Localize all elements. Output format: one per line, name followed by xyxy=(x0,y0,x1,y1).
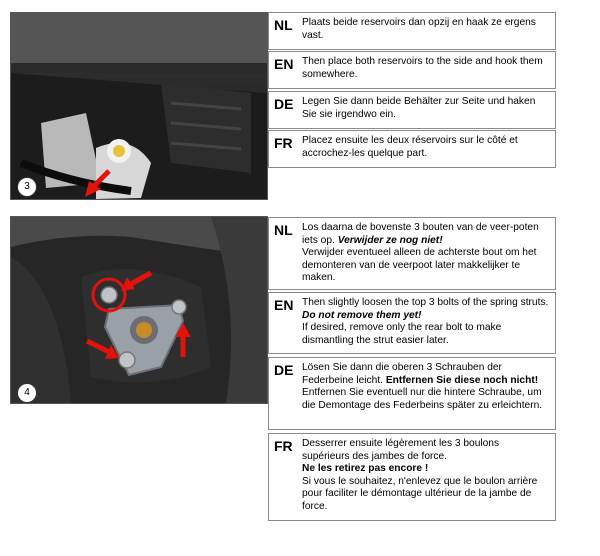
instruction-text-note: If desired, remove only the rear bolt to make dismantling the strut easier later. xyxy=(302,322,502,346)
instruction-text: Plaats beide reservoirs dan opzij en haak ze ergens vast. xyxy=(302,17,536,41)
instruction-text xyxy=(302,438,549,514)
instruction-text-main: Lösen Sie dann die oberen 3 Schrauben der Federbeine leicht. xyxy=(302,362,502,386)
instruction-en xyxy=(268,51,556,89)
language-code: EN xyxy=(274,56,294,72)
instruction-text-main: Los daarna de bovenste 3 bouten van de veer-poten iets op. xyxy=(302,222,539,246)
instruction-de xyxy=(268,91,556,129)
instruction-text-note: Entfernen Sie eventuell nur die hintere Schraube, um die Demontage des Federbeins später zu erleichtern. xyxy=(302,387,543,411)
warning-text: Ne les retirez pas encore ! xyxy=(302,463,429,475)
language-code: NL xyxy=(274,222,293,238)
warning-text: Entfernen Sie diese noch nicht! xyxy=(385,374,539,386)
instruction-text-note: Verwijder eventueel alleen de achterste bout om het demonteren van de veerpoot later makkelijker te maken. xyxy=(302,247,537,284)
instruction-fr xyxy=(268,433,556,521)
language-code: DE xyxy=(274,96,294,112)
instruction-text xyxy=(302,362,549,412)
instruction-nl xyxy=(268,12,556,50)
instruction-de xyxy=(268,357,556,430)
language-code: FR xyxy=(274,135,293,151)
instruction-text: Legen Sie dann beide Behälter zur Seite und haken Sie sie irgendwo ein. xyxy=(302,96,536,120)
step-3-photo xyxy=(10,12,268,200)
warning-text: Do not remove them yet! xyxy=(302,309,422,321)
instruction-nl xyxy=(268,217,556,290)
instruction-text: Then place both reservoirs to the side and hook them somewhere. xyxy=(302,56,543,80)
instruction-text xyxy=(302,297,549,347)
step-number-badge: 3 xyxy=(17,177,37,197)
language-code: EN xyxy=(274,297,294,313)
language-code: DE xyxy=(274,362,294,378)
step-4-photo xyxy=(10,216,268,404)
instruction-text: Placez ensuite les deux réservoirs sur le côté et accrochez-les quelque part. xyxy=(302,135,518,159)
instruction-text xyxy=(302,222,549,285)
language-code: FR xyxy=(274,438,293,454)
instruction-en xyxy=(268,292,556,354)
engine-bay-image xyxy=(11,13,267,199)
instruction-fr xyxy=(268,130,556,168)
step-number-badge: 4 xyxy=(17,383,37,403)
instruction-text-main: Desserrer ensuite légèrement les 3 boulons supérieurs des jambes de force. xyxy=(302,438,500,462)
strut-mount-image xyxy=(11,217,267,403)
instruction-text-main: Then slightly loosen the top 3 bolts of the spring struts. xyxy=(302,297,549,308)
instruction-text-note: Si vous le souhaitez, n'enlevez que le boulon arrière pour faciliter le démontage ultérieur de la jambe de force. xyxy=(302,475,538,512)
warning-text: Verwijder ze nog niet! xyxy=(337,234,443,246)
language-code: NL xyxy=(274,17,293,33)
